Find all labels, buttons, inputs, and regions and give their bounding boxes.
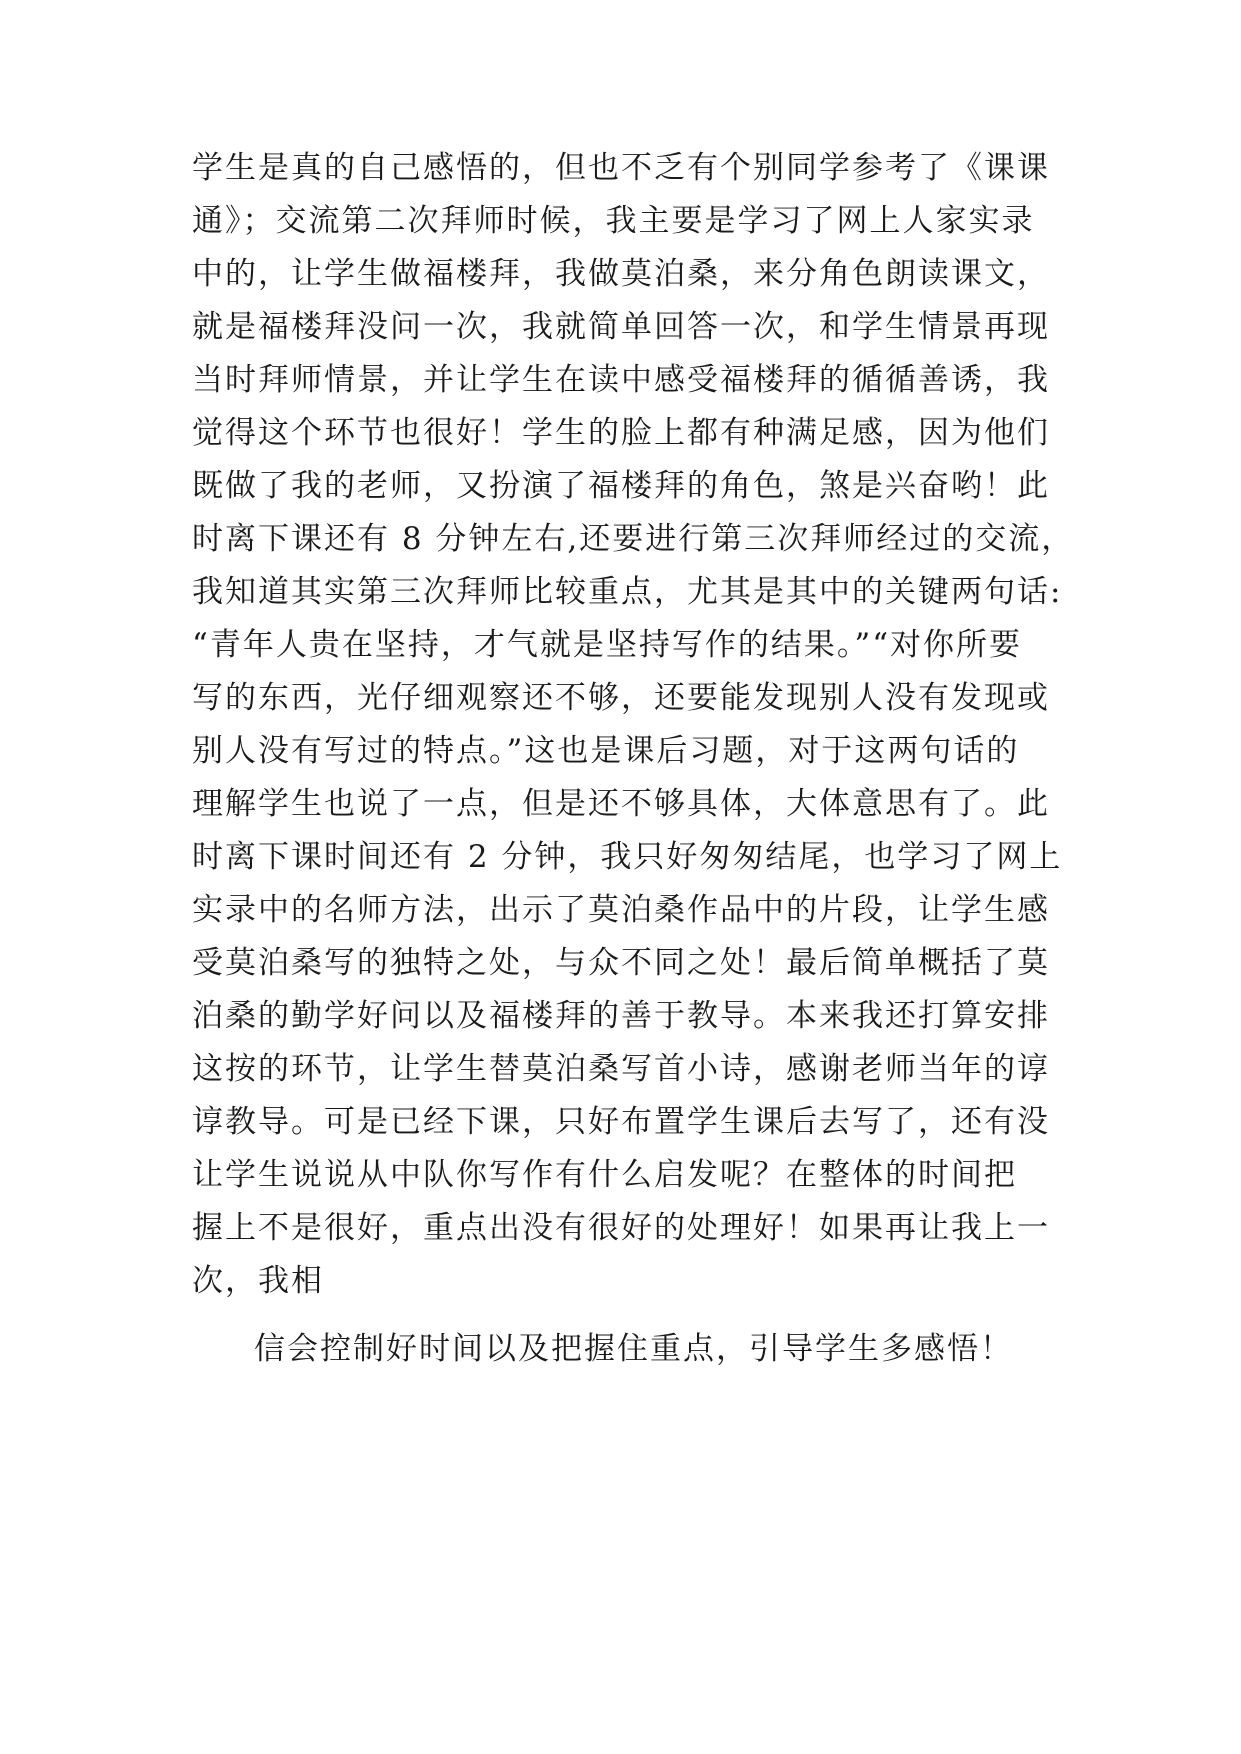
text-line-5: 当时拜师情景，并让学生在读中感受福楼拜的循循善诱，我	[192, 362, 1050, 398]
text-line-8: 时离下课还有 8 分钟左右,还要进行第三次拜师经过的交流，	[192, 521, 1075, 557]
text-line-22: 次，我相	[192, 1263, 324, 1299]
text-line-7: 既做了我的老师，又扮演了福楼拜的角色，煞是兴奋哟！此	[192, 468, 1050, 504]
text-line-3: 中的，让学生做福楼拜，我做莫泊桑，来分角色朗读课文，	[192, 256, 1050, 292]
text-line-19: 谆教导。可是已经下课，只好布置学生课后去写了，还有没	[192, 1104, 1050, 1140]
text-line-16: 受莫泊桑写的独特之处，与众不同之处！最后简单概括了莫	[192, 945, 1050, 981]
text-line-11: 写的东西，光仔细观察还不够，还要能发现别人没有发现或	[192, 680, 1050, 716]
text-line-2: 通》；交流第二次拜师时候，我主要是学习了网上人家实录	[192, 203, 1035, 239]
closing-line: 信会控制好时间以及把握住重点，引导学生多感悟！	[254, 1331, 1013, 1367]
text-line-13: 理解学生也说了一点，但是还不够具体，大体意思有了。此	[192, 786, 1050, 822]
text-line-4: 就是福楼拜没问一次，我就简单回答一次，和学生情景再现	[192, 309, 1050, 345]
text-line-9: 我知道其实第三次拜师比较重点，尤其是其中的关键两句话:	[192, 574, 1063, 610]
text-line-12: 别人没有写过的特点。”这也是课后习题，对于这两句话的	[192, 733, 1020, 769]
text-line-10: “青年人贵在坚持，才气就是坚持写作的结果。”“对你所要	[192, 627, 1023, 663]
text-line-6: 觉得这个环节也很好！学生的脸上都有种满足感，因为他们	[192, 415, 1050, 451]
text-line-18: 这按的环节，让学生替莫泊桑写首小诗，感谢老师当年的谆	[192, 1051, 1050, 1087]
text-line-17: 泊桑的勤学好问以及福楼拜的善于教导。本来我还打算安排	[192, 998, 1050, 1034]
text-line-20: 让学生说说从中队你写作有什么启发呢？在整体的时间把	[192, 1157, 1017, 1193]
text-line-14: 时离下课时间还有 2 分钟，我只好匆匆结尾，也学习了网上	[192, 839, 1063, 875]
text-line-15: 实录中的名师方法，出示了莫泊桑作品中的片段，让学生感	[192, 892, 1050, 928]
text-line-1: 学生是真的自己感悟的，但也不乏有个别同学参考了《课课	[192, 150, 1050, 186]
text-line-21: 握上不是很好，重点出没有很好的处理好！如果再让我上一	[192, 1210, 1050, 1246]
